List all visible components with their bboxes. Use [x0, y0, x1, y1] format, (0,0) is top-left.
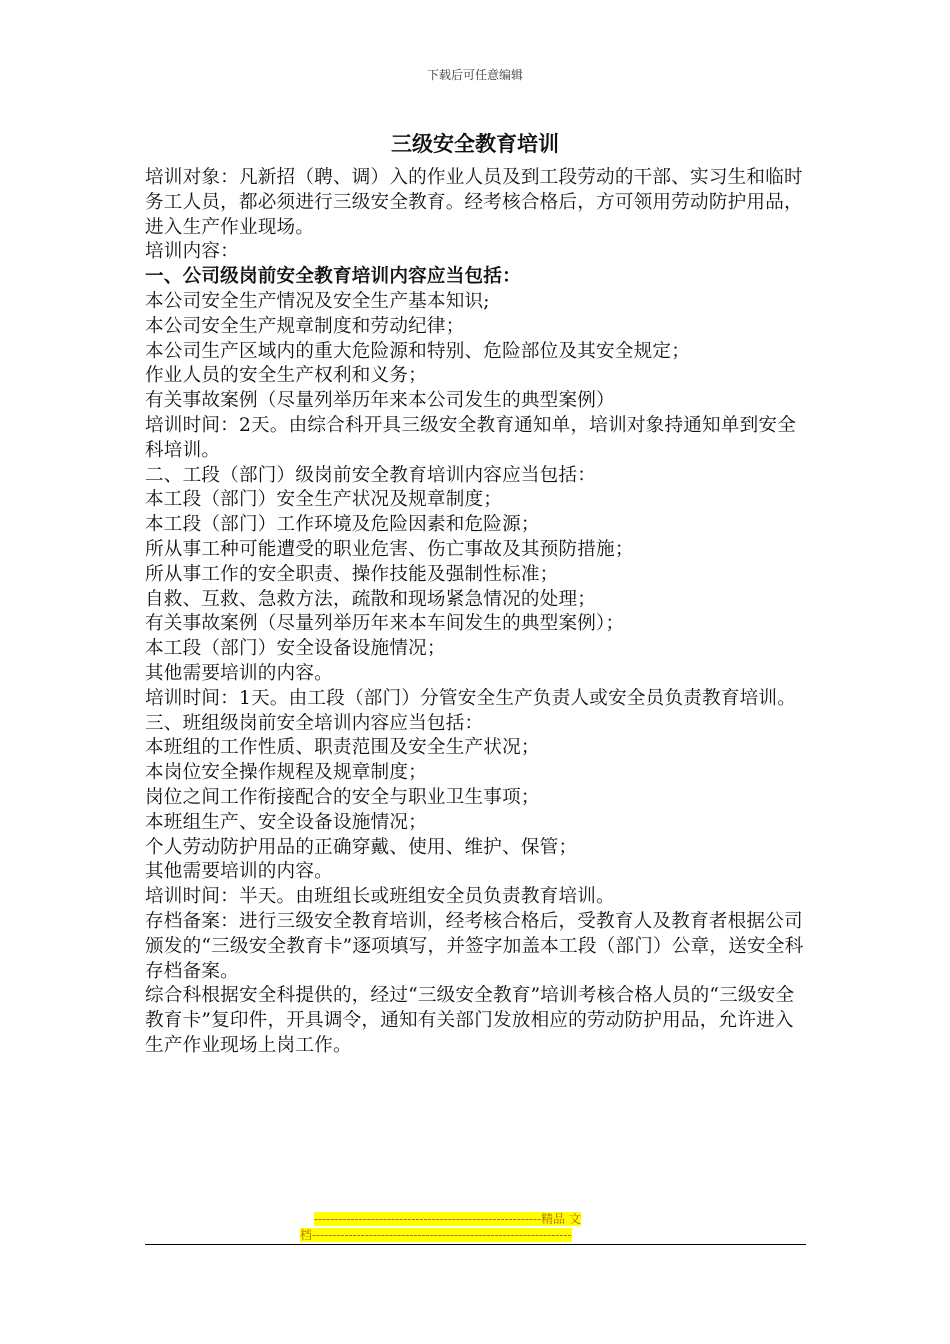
list-item: 本班组的工作性质、职责范围及安全生产状况； [145, 737, 540, 759]
list-item: 其他需要培训的内容。 [145, 662, 333, 684]
paragraph-training-target: 培训对象：凡新招（聘、调）入的作业人员及到工段劳动的干部、实习生和临时务工人员，都必须进行三级安全教育。经考核合格后，方可领用劳动防护用品，进入生产作业现场。 [145, 167, 803, 238]
list-item: 本工段（部门）安全设备设施情况； [145, 638, 446, 660]
paragraph-archiving: 存档备案：进行三级安全教育培训，经考核合格后，受教育人及教育者根据公司颁发的“三级安全教育卡”逐项填写，并签字加盖本工段（部门）公章，送安全科存档备案。 [145, 910, 804, 982]
list-item: 本工段（部门）工作环境及危险因素和危险源； [145, 514, 540, 536]
paragraph-training-time: 培训时间：1天。由工段（部门）分管安全生产负责人或安全员负责教育培训。 [145, 687, 797, 709]
list-item: 作业人员的安全生产权利和义务； [145, 365, 427, 387]
list-item: 自救、互救、急救方法，疏散和现场紧急情况的处理； [145, 588, 597, 610]
document-title: 三级安全教育培训 [391, 132, 559, 156]
paragraph-training-time: 培训时间：2天。由综合科开具三级安全教育通知单，培训对象持通知单到安全科培训。 [145, 414, 797, 461]
list-item: 有关事故案例（尽量列举历年来本车间发生的典型案例）； [145, 613, 625, 635]
footer-watermark-line1: --------------------------------------------------------精品 文 [314, 1212, 581, 1226]
page-header: 下载后可任意编辑 [426, 68, 523, 82]
section-heading-company-level: 一、公司级岗前安全教育培训内容应当包括： [145, 266, 521, 288]
list-item: 本公司安全生产情况及安全生产基本知识; [145, 290, 490, 312]
list-item: 所从事工作的安全职责、操作技能及强制性标准； [145, 563, 559, 585]
list-item: 岗位之间工作衔接配合的安全与职业卫生事项； [145, 786, 540, 808]
list-item: 其他需要培训的内容。 [145, 861, 333, 883]
list-item: 有关事故案例（尽量列举历年来本公司发生的典型案例） [145, 390, 615, 412]
list-item: 本班组生产、安全设备设施情况； [145, 811, 427, 833]
paragraph-general-office: 综合科根据安全科提供的，经过“三级安全教育”培训考核合格人员的“三级安全教育卡”复印件，开具调令，通知有关部门发放相应的劳动防护用品，允许进入生产作业现场上岗工作。 [145, 985, 795, 1056]
list-item: 所从事工种可能遭受的职业危害、伤亡事故及其预防措施； [145, 538, 634, 560]
list-item: 本工段（部门）安全生产状况及规章制度； [145, 489, 503, 511]
footer-divider [145, 1244, 806, 1245]
footer-watermark-line2: 档---------------------------------------------------------------- [300, 1228, 572, 1242]
paragraph-training-time: 培训时间：半天。由班组长或班组安全员负责教育培训。 [145, 886, 615, 908]
list-item: 本公司生产区域内的重大危险源和特别、危险部位及其安全规定； [145, 340, 691, 362]
section-heading-department-level: 二、工段（部门）级岗前安全教育培训内容应当包括： [145, 464, 597, 486]
paragraph-training-content-label: 培训内容： [145, 241, 239, 263]
list-item: 本岗位安全操作规程及规章制度； [145, 762, 427, 784]
section-heading-team-level: 三、班组级岗前安全培训内容应当包括： [145, 712, 484, 734]
list-item: 个人劳动防护用品的正确穿戴、使用、维护、保管； [145, 836, 578, 858]
footer-watermark [300, 1211, 660, 1243]
list-item: 本公司安全生产规章制度和劳动纪律； [145, 315, 465, 337]
document-body [145, 166, 809, 1059]
